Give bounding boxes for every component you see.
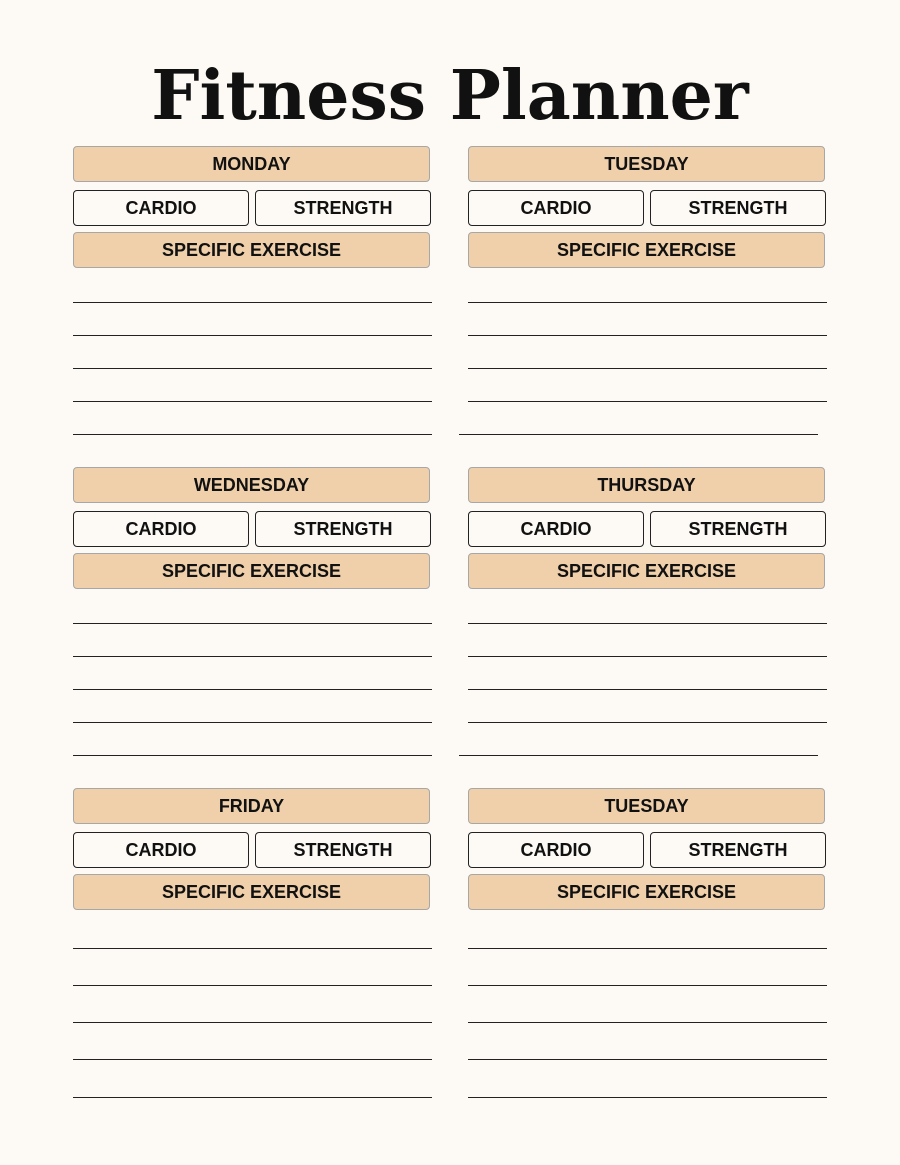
writing-line[interactable] bbox=[468, 335, 827, 336]
specific-exercise-header: SPECIFIC EXERCISE bbox=[468, 874, 825, 910]
writing-line[interactable] bbox=[468, 368, 827, 369]
cardio-label: CARDIO bbox=[468, 190, 644, 226]
writing-line[interactable] bbox=[73, 1097, 432, 1098]
day-block-tuesday bbox=[468, 146, 827, 436]
writing-line[interactable] bbox=[468, 623, 827, 624]
writing-line[interactable] bbox=[468, 1059, 827, 1060]
day-block-thursday bbox=[468, 467, 827, 757]
writing-line[interactable] bbox=[468, 689, 827, 690]
day-block-monday bbox=[73, 146, 432, 436]
specific-exercise-header: SPECIFIC EXERCISE bbox=[73, 553, 430, 589]
day-header: WEDNESDAY bbox=[73, 467, 430, 503]
strength-label: STRENGTH bbox=[255, 832, 431, 868]
strength-label: STRENGTH bbox=[255, 511, 431, 547]
writing-line[interactable] bbox=[468, 985, 827, 986]
writing-line[interactable] bbox=[73, 335, 432, 336]
day-header: MONDAY bbox=[73, 146, 430, 182]
day-block-wednesday bbox=[73, 467, 432, 757]
writing-line[interactable] bbox=[73, 689, 432, 690]
day-block-tuesday-2 bbox=[468, 788, 827, 1103]
cardio-label: CARDIO bbox=[468, 511, 644, 547]
writing-line[interactable] bbox=[73, 401, 432, 402]
writing-line[interactable] bbox=[468, 1097, 827, 1098]
writing-line[interactable] bbox=[468, 948, 827, 949]
day-block-friday bbox=[73, 788, 432, 1103]
page-title: Fitness Planner bbox=[151, 56, 749, 136]
writing-line[interactable] bbox=[73, 948, 432, 949]
writing-line[interactable] bbox=[73, 302, 432, 303]
strength-label: STRENGTH bbox=[650, 190, 826, 226]
writing-line[interactable] bbox=[73, 755, 432, 756]
writing-line[interactable] bbox=[459, 755, 818, 756]
writing-line[interactable] bbox=[73, 656, 432, 657]
writing-line[interactable] bbox=[468, 401, 827, 402]
day-header: THURSDAY bbox=[468, 467, 825, 503]
writing-line[interactable] bbox=[73, 1059, 432, 1060]
cardio-label: CARDIO bbox=[468, 832, 644, 868]
writing-line[interactable] bbox=[468, 722, 827, 723]
day-header: TUESDAY bbox=[468, 788, 825, 824]
day-header: TUESDAY bbox=[468, 146, 825, 182]
strength-label: STRENGTH bbox=[255, 190, 431, 226]
writing-line[interactable] bbox=[73, 1022, 432, 1023]
writing-line[interactable] bbox=[73, 722, 432, 723]
writing-line[interactable] bbox=[468, 1022, 827, 1023]
specific-exercise-header: SPECIFIC EXERCISE bbox=[468, 553, 825, 589]
day-header: FRIDAY bbox=[73, 788, 430, 824]
writing-line[interactable] bbox=[73, 434, 432, 435]
cardio-label: CARDIO bbox=[73, 190, 249, 226]
writing-line[interactable] bbox=[73, 985, 432, 986]
writing-line[interactable] bbox=[468, 656, 827, 657]
writing-line[interactable] bbox=[459, 434, 818, 435]
writing-line[interactable] bbox=[73, 623, 432, 624]
cardio-label: CARDIO bbox=[73, 511, 249, 547]
cardio-label: CARDIO bbox=[73, 832, 249, 868]
strength-label: STRENGTH bbox=[650, 511, 826, 547]
writing-line[interactable] bbox=[73, 368, 432, 369]
strength-label: STRENGTH bbox=[650, 832, 826, 868]
specific-exercise-header: SPECIFIC EXERCISE bbox=[468, 232, 825, 268]
specific-exercise-header: SPECIFIC EXERCISE bbox=[73, 874, 430, 910]
writing-line[interactable] bbox=[468, 302, 827, 303]
specific-exercise-header: SPECIFIC EXERCISE bbox=[73, 232, 430, 268]
